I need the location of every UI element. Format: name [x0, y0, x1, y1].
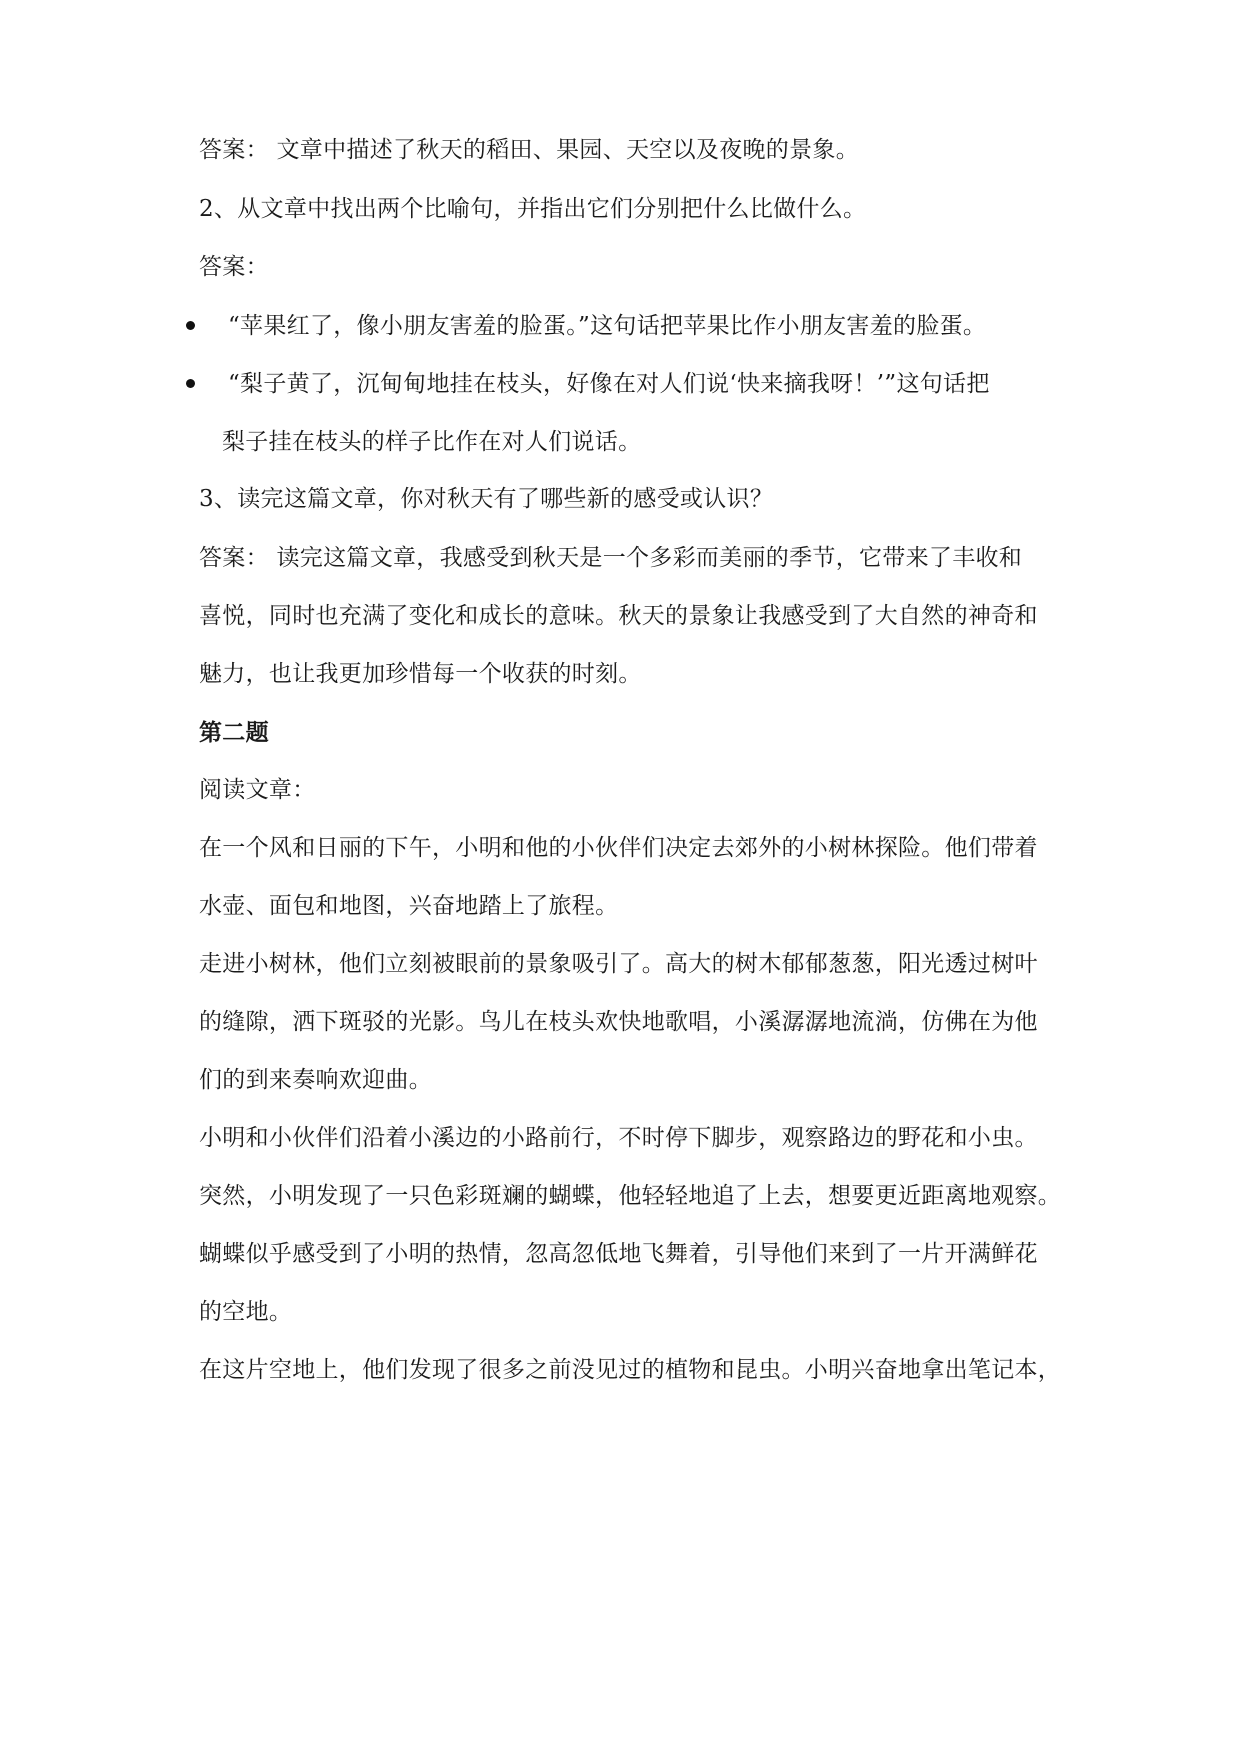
bullet-item-2-line-1: “梨子黄了，沉甸甸地挂在枝头，好像在对人们说‘快来摘我呀！’”这句话把 — [228, 371, 990, 397]
paragraph-4-line-1: 在这片空地上，他们发现了很多之前没见过的植物和昆虫。小明兴奋地拿出笔记本， — [199, 1357, 1062, 1383]
paragraph-1-line-1: 在一个风和日丽的下午，小明和他的小伙伴们决定去郊外的小树林探险。他们带着 — [199, 835, 1038, 861]
paragraph-3-line-4: 的空地。 — [199, 1299, 293, 1325]
answer-1: 答案： 文章中描述了秋天的稻田、果园、天空以及夜晚的景象。 — [199, 137, 860, 163]
bullet-item-1: “苹果红了，像小朋友害羞的脸蛋。”这句话把苹果比作小朋友害羞的脸蛋。 — [228, 313, 987, 339]
paragraph-3-line-1: 小明和小伙伴们沿着小溪边的小路前行，不时停下脚步，观察路边的野花和小虫。 — [199, 1125, 1038, 1151]
paragraph-1-line-2: 水壶、面包和地图，兴奋地踏上了旅程。 — [199, 893, 619, 919]
answer-2-label: 答案： — [199, 254, 269, 280]
paragraph-2-line-1: 走进小树林，他们立刻被眼前的景象吸引了。高大的树木郁郁葱葱，阳光透过树叶 — [199, 951, 1038, 977]
bullet-icon — [186, 379, 195, 388]
read-intro: 阅读文章： — [199, 777, 316, 803]
bullet-icon — [186, 321, 195, 330]
question-2: 2、从文章中找出两个比喻句，并指出它们分别把什么比做什么。 — [199, 196, 867, 222]
answer-3-line-1: 答案： 读完这篇文章，我感受到秋天是一个多彩而美丽的季节，它带来了丰收和 — [199, 545, 1023, 571]
question-3: 3、读完这篇文章，你对秋天有了哪些新的感受或认识？ — [199, 486, 774, 512]
answer-3-line-3: 魅力，也让我更加珍惜每一个收获的时刻。 — [199, 661, 642, 687]
paragraph-3-line-2: 突然，小明发现了一只色彩斑斓的蝴蝶，他轻轻地追了上去，想要更近距离地观察。 — [199, 1183, 1062, 1209]
paragraph-3-line-3: 蝴蝶似乎感受到了小明的热情，忽高忽低地飞舞着，引导他们来到了一片开满鲜花 — [199, 1241, 1038, 1267]
bullet-item-2-line-2: 梨子挂在枝头的样子比作在对人们说话。 — [222, 429, 642, 455]
paragraph-2-line-3: 们的到来奏响欢迎曲。 — [199, 1067, 432, 1093]
paragraph-2-line-2: 的缝隙，洒下斑驳的光影。鸟儿在枝头欢快地歌唱，小溪潺潺地流淌，仿佛在为他 — [199, 1009, 1038, 1035]
section-title: 第二题 — [199, 719, 269, 746]
answer-3-line-2: 喜悦，同时也充满了变化和成长的意味。秋天的景象让我感受到了大自然的神奇和 — [199, 603, 1038, 629]
